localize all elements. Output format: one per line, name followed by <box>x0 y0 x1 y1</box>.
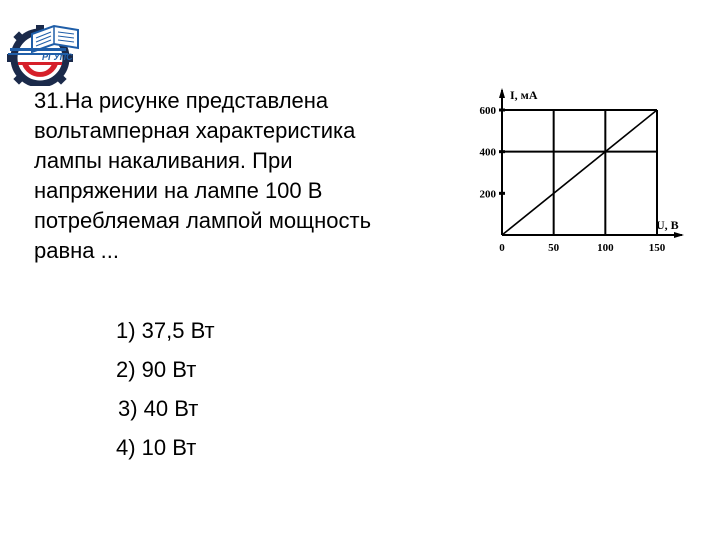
gear-book-logo-icon <box>2 14 84 86</box>
y-tick-label: 400 <box>479 146 496 159</box>
answer-options <box>116 311 215 467</box>
series-line <box>502 110 657 235</box>
y-axis-label: I, мА <box>510 88 538 102</box>
question-line: вольтамперная характеристика <box>34 118 356 143</box>
question-line: лампы накаливания. При <box>34 148 293 173</box>
x-tick-label: 50 <box>548 242 560 254</box>
question-line: напряжении на лампе 100 В <box>34 178 323 203</box>
question-line: потребляемая лампой мощность <box>34 208 372 233</box>
university-logo <box>2 14 84 86</box>
question-text <box>34 86 454 266</box>
question-line: равна ... <box>34 238 119 263</box>
iv-chart <box>468 82 698 262</box>
logo-text: РГУПС <box>42 52 73 62</box>
x-tick-label: 100 <box>597 242 614 254</box>
x-axis-label: U, В <box>656 218 679 232</box>
answer-option-3[interactable]: 3) 40 Вт <box>118 396 199 421</box>
x-axis-arrow-icon <box>674 232 684 238</box>
x-tick-label: 0 <box>499 242 505 254</box>
answer-option-2[interactable]: 2) 90 Вт <box>116 357 197 382</box>
question-line: 31.На рисунке представлена <box>34 88 329 113</box>
answer-option-4[interactable]: 4) 10 Вт <box>116 435 197 460</box>
y-tick-label: 200 <box>479 188 496 201</box>
y-axis-arrow-icon <box>499 88 505 98</box>
iv-chart-svg <box>468 82 698 262</box>
y-tick-label: 600 <box>479 105 496 117</box>
answer-option-1[interactable]: 1) 37,5 Вт <box>116 318 215 343</box>
x-tick-label: 150 <box>648 242 666 254</box>
